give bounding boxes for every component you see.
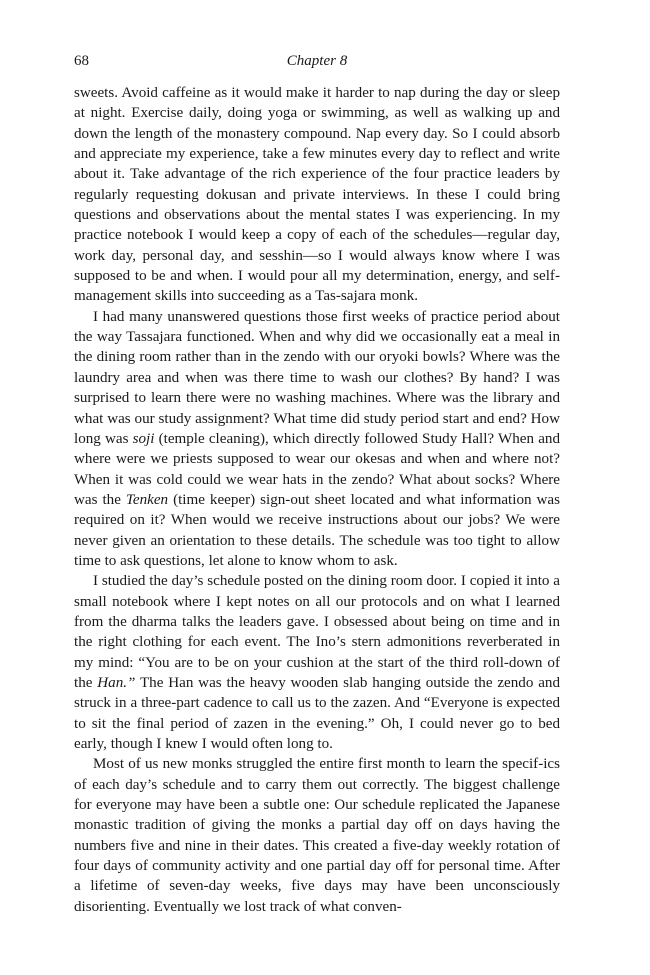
paragraph-text: sweets. Avoid caffeine as it would make it harder to nap during the day or sleep at night. Exercise daily, doing yoga or swimming, as well as walking up and down the length of the monastery compound. Nap every day. So I could absorb and appreciate my experience, take a few minutes every day to reflect and write about it. Take advantage of the rich experience of the four practice leaders by regularly requesting dokusan and private interviews. In these I could bring questions and observations about the mental states I was experiencing. In my practice notebook I would keep a copy of each of the schedules—regular day, work day, personal day, and sesshin—so I would always know where I was supposed to be and when. I would pour all my determination, energy, and self-management skills into succeeding as a Tas-sajara monk.: [74, 85, 560, 305]
body-text: [74, 83, 560, 917]
italic-term-han: Han.”: [97, 674, 136, 691]
paragraph-text: I studied the day’s schedule posted on the dining room door. I copied it into a small notebook where I kept notes on all our protocols and on what I learned from the dharma talks the leaders gave. I obsessed about being on time and in the right clothing for each event. The Ino’s stern admonitions reverberated in my mind: “You are to be on your cushion at the start of the third roll-down of the: [74, 573, 560, 691]
paragraph-text: The Han was the heavy wooden slab hanging outside the zendo and struck in a three-part cadence to call us to the zazen. And “Everyone is expected to sit the final period of zazen in the evening.” Oh, I could never go to bed early, though I knew I would often long to.: [74, 674, 560, 752]
running-head: [74, 50, 560, 72]
paragraph-text: (temple cleaning), which directly followed Study Hall? When and where were we priests supposed to wear our okesas and when and where not? When it was cold could we wear hats in the zendo? What about socks? Where was the: [74, 430, 560, 508]
book-page: [74, 50, 560, 950]
paragraph-text: (time keeper) sign-out sheet located and what information was required on it? When would we receive instructions about our jobs? We were never given an orientation to these details. The schedule was too tight to allow time to ask questions, let alone to know whom to ask.: [74, 491, 560, 569]
paragraph-3: [74, 571, 560, 754]
paragraph-2: [74, 307, 560, 571]
italic-term-tenken: Tenken: [125, 491, 169, 508]
paragraph-1: [74, 83, 560, 307]
page-number: 68: [74, 53, 89, 69]
chapter-title: Chapter 8: [286, 53, 348, 69]
paragraph-4: [74, 754, 560, 917]
paragraph-text: Most of us new monks struggled the entire first month to learn the specif-ics of each day’s schedule and to carry them out correctly. The biggest challenge for everyone may have been a subtle one: Our schedule replicated the Japanese monastic tradition of giving the monks a partial day off on days having the numbers five and nine in their dates. This created a five-day weekly rotation of four days of community activity and one partial day off for personal time. After a lifetime of seven-day weeks, five days may have been unconsciously disorienting. Eventually we lost track of what conven-: [74, 756, 560, 915]
paragraph-text: I had many unanswered questions those first weeks of practice period about the way Tassajara functioned. When and why did we occasionally eat a meal in the dining room rather than in the zendo with our oryoki bowls? Where was the laundry area and when was there time to wash our clothes? By hand? I was surprised to learn there were no washing machines. Where was the library and what was our study assignment? What time did study period start and end? How long was: [74, 308, 560, 447]
italic-term-soji: soji: [132, 430, 155, 447]
